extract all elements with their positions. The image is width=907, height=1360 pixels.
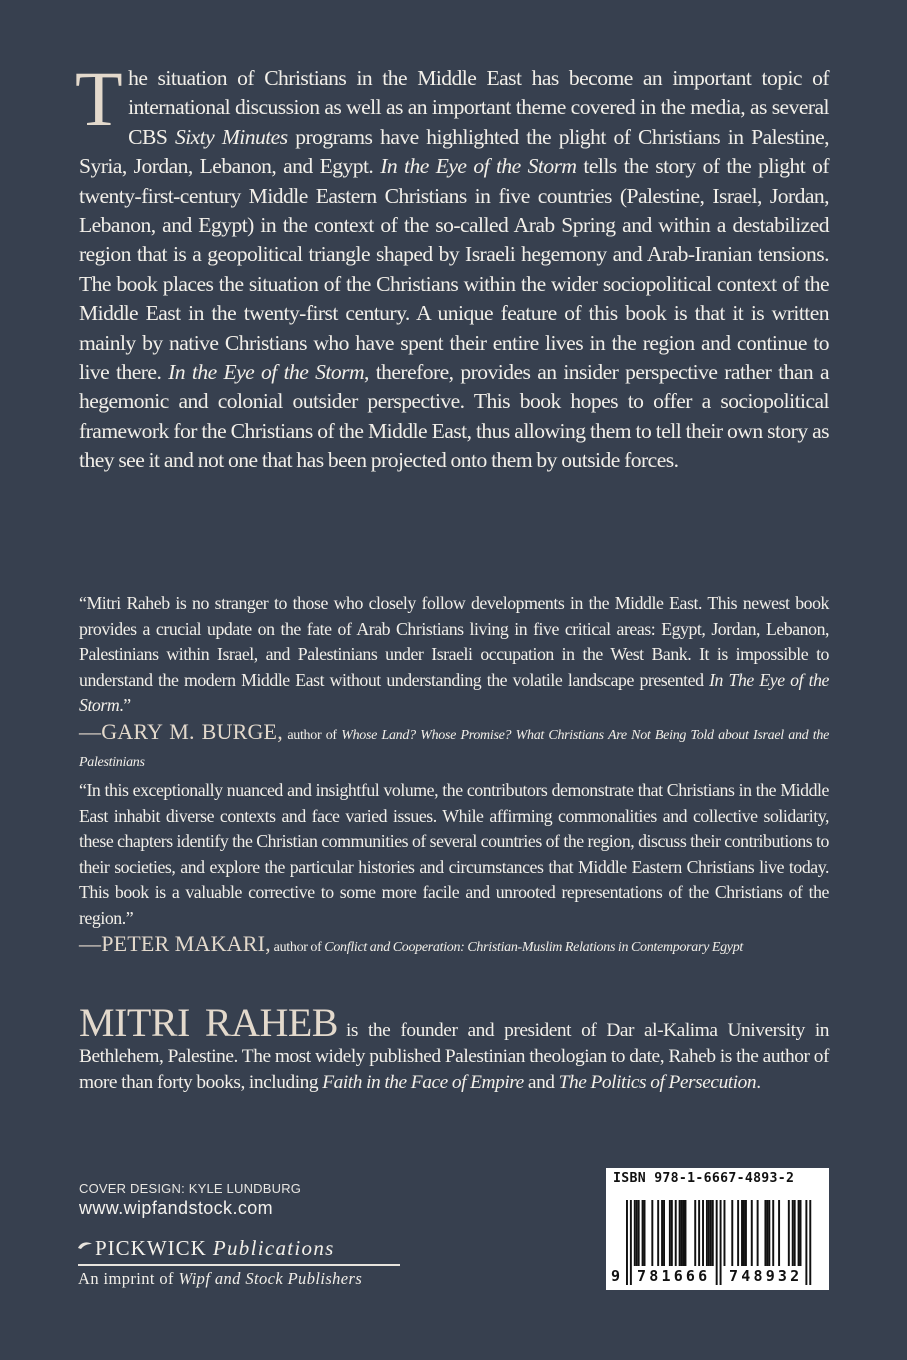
- barcode-bar: [634, 1200, 636, 1266]
- endorsement-attribution: [79, 931, 829, 961]
- bio-book-title: Faith in the Face of Empire: [322, 1072, 524, 1093]
- barcode-bar: [772, 1200, 774, 1266]
- barcode-bar: [685, 1200, 687, 1266]
- barcode-bar: [663, 1200, 665, 1266]
- bio-text: and: [523, 1072, 559, 1093]
- barcode-digit-first: 9: [611, 1267, 621, 1285]
- endorsement: [79, 778, 829, 961]
- barcode-bar: [737, 1200, 739, 1266]
- bio-text: .: [756, 1072, 761, 1093]
- endorser-work: Conflict and Cooperation: Christian-Muslim Relations in Contemporary Egypt: [324, 940, 744, 955]
- publisher-name-italic: Publications: [212, 1236, 335, 1260]
- barcode-bar: [798, 1200, 800, 1266]
- imprint-prefix: An imprint of: [78, 1269, 179, 1288]
- author-bio: [79, 1000, 829, 1096]
- endorsement-quote: “In this exceptionally nuanced and insightful volume, the contributors demonstrate that Christians in the Middle East inhabit diverse contexts and face varied issues. While affirming commonalities and collective solidarity, these chapters identify the Christian communities of several countries of the region, discuss their contributions to their societies, and explore the particular histories and circumstances that Middle Eastern Christians live today. This book is a valuable corrective to some more facile and unrooted representations of the Christians of the region.”: [79, 780, 829, 928]
- author-of-label: author of: [270, 940, 325, 955]
- barcode-bar: [702, 1200, 704, 1266]
- barcode-bar: [743, 1200, 745, 1266]
- cover-design-credit: COVER DESIGN: KYLE LUNDBURG: [79, 1181, 302, 1196]
- drop-cap: T: [75, 55, 123, 142]
- endorsement-attribution: [79, 719, 829, 776]
- publisher-url[interactable]: www.wipfandstock.com: [79, 1198, 274, 1218]
- barcode-bar: [768, 1200, 770, 1266]
- author-of-label: author of: [282, 727, 342, 743]
- barcode-guard-bar: [809, 1200, 811, 1285]
- barcode-bar: [642, 1200, 644, 1266]
- barcode-bar: [638, 1200, 640, 1266]
- barcode-bar: [675, 1200, 677, 1266]
- barcode-digits-right: 748932: [729, 1267, 803, 1285]
- endorsement-quote-end: .”: [119, 695, 131, 715]
- imprint-publisher: Wipf and Stock Publishers: [178, 1269, 363, 1288]
- publisher-name: PICKWICK: [95, 1236, 207, 1260]
- barcode-digits-left: 781666: [637, 1267, 711, 1285]
- barcode-bar: [698, 1200, 700, 1266]
- barcode-bar: [766, 1200, 768, 1266]
- barcode-bar: [681, 1200, 683, 1266]
- barcode-bar: [679, 1200, 681, 1266]
- barcode-bar: [644, 1200, 646, 1266]
- imprint-line: [78, 1269, 403, 1289]
- barcode-bar: [724, 1200, 726, 1266]
- author-name: MITRI RAHEB: [79, 1000, 338, 1045]
- barcode-bar: [778, 1200, 780, 1266]
- endorsement-quote-italic: In The Eye of the Storm: [79, 669, 829, 715]
- barcode-bar: [764, 1200, 766, 1266]
- barcode-bar: [745, 1200, 747, 1266]
- barcode-bar: [651, 1200, 653, 1266]
- endorsement-quote: “Mitri Raheb is no stranger to those who closely follow developments in the Middle East. This newest book provides a crucial update on the fate of Arab Christians living in five critical areas: Egypt, Jordan, Lebanon, Palestinians within Israel, and Palestinians under Israeli occupation in the West Bank. It is impossible to understand the modern Middle East without understanding the volatile landscape presented: [79, 593, 829, 690]
- barcode-bar: [708, 1200, 710, 1266]
- barcode-bar: [731, 1200, 733, 1266]
- endorser-name: —PETER MAKARI,: [79, 931, 271, 956]
- blurb-italic-title: Sixty Minutes: [174, 124, 288, 149]
- barcode-bar: [669, 1200, 671, 1266]
- barcode-bar: [683, 1200, 685, 1266]
- publisher-logo: [78, 1236, 403, 1289]
- barcode-guard-bar: [720, 1200, 722, 1285]
- barcode-bar: [757, 1200, 759, 1266]
- bio-book-title: The Politics of Persecution: [558, 1072, 757, 1093]
- description-blurb: [75, 55, 830, 476]
- barcode-guard-bar: [630, 1200, 632, 1285]
- barcode-bar: [710, 1200, 712, 1266]
- isbn-label: ISBN 978-1-6667-4893-2: [613, 1171, 795, 1186]
- barcode-bar: [671, 1200, 673, 1266]
- blurb-italic-title: In the Eye of the Storm: [380, 154, 577, 179]
- barcode-bar: [788, 1200, 790, 1266]
- barcode-bar: [694, 1200, 696, 1266]
- barcode-guard-bar: [716, 1200, 718, 1285]
- blurb-text: tells the story of the plight of twenty-first-century Middle Eastern Christians in five countries (Palestine, Israel, Jordan, Lebanon, and Egypt) in the context of the so-called Arab Spring and within a destabilized region that is a geopolitical triangle shaped by Israeli hegemony and Arab-Iranian tensions. The book places the situation of the Christians within the wider sociopolitical context of the Middle East in the twenty-first century. A unique feature of this book is that it is written mainly by native Christians who have spent their entire lives in the region and continue to live there.: [79, 154, 830, 385]
- barcode-bar: [661, 1200, 663, 1266]
- barcode-bar: [636, 1200, 638, 1266]
- barcode-bar: [741, 1200, 743, 1266]
- barcode-bar: [657, 1200, 659, 1266]
- barcode-guard-bar: [805, 1200, 807, 1285]
- barcode-bar: [706, 1200, 708, 1266]
- quill-icon: [78, 1241, 92, 1250]
- barcode-bar: [794, 1200, 796, 1266]
- barcode-bar: [712, 1200, 714, 1266]
- endorser-name: —GARY M. BURGE,: [79, 718, 283, 744]
- blurb-text: programs have highlighted the plight of Christians in Palestine, Syria, Jordan, Lebanon, and Egypt.: [79, 124, 829, 179]
- barcode-bar: [792, 1200, 794, 1266]
- barcode-bar: [751, 1200, 753, 1266]
- barcode-bar: [800, 1200, 802, 1266]
- barcode-guard-bar: [626, 1200, 628, 1285]
- bio-text: is the founder and president of Dar al-Kalima University in Bethlehem, Palestine. The most widely published Palestinian theologian to date, Raheb is the author of more than forty books, including: [79, 1020, 829, 1093]
- isbn-barcode: [606, 1168, 829, 1290]
- blurb-text: he situation of Christians in the Middle East has become an important topic of international discussion as well as an important theme covered in the media, as several CBS: [128, 66, 829, 149]
- endorsement: [79, 591, 829, 776]
- blurb-text: , therefore, provides an insider perspective rather than a hegemonic and colonial outsider perspective. This book hopes to offer a sociopolitical framework for the Christians of the Middle East, thus allowing them to tell their own story as they see it and not one that has been projected onto them by outside forces.: [79, 360, 829, 473]
- blurb-italic-title: In the Eye of the Storm: [168, 360, 364, 385]
- publisher-divider: [78, 1264, 400, 1266]
- endorser-work: Whose Land? Whose Promise? What Christians Are Not Being Told about Israel and the Palestinians: [79, 727, 829, 770]
